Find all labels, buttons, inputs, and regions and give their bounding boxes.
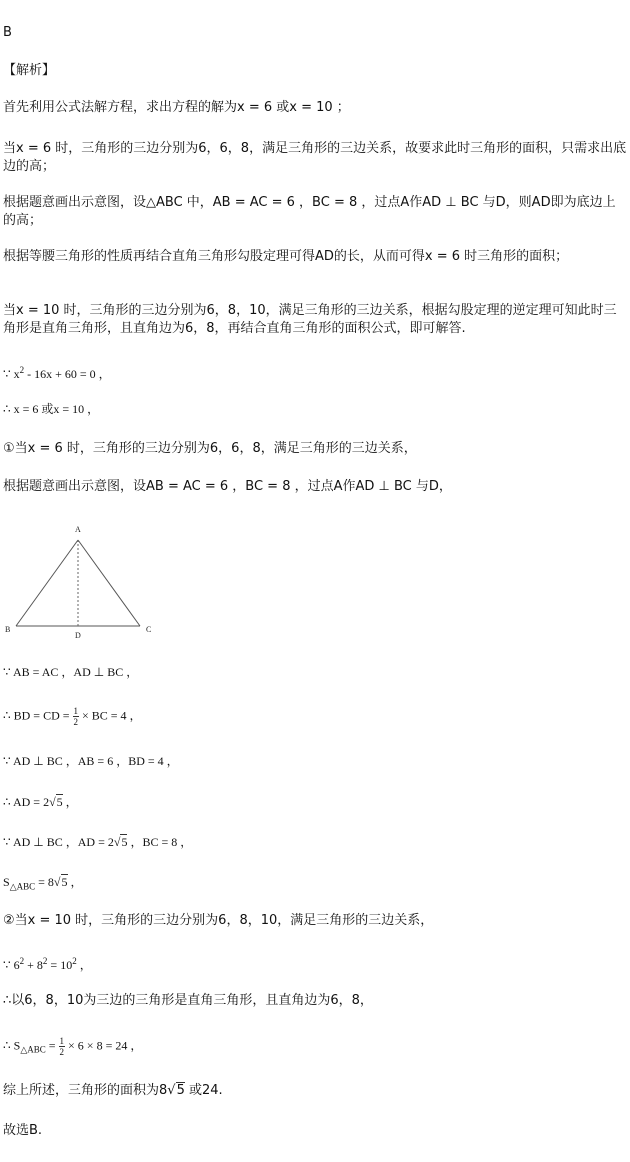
analysis-p1: 首先利用公式法解方程，求出方程的解为x = 6 或x = 10 ； xyxy=(3,100,350,115)
step-1: ∵ AB = AC ，AD ⊥ BC ， xyxy=(3,665,139,679)
analysis-p5: 当x = 10 时，三角形的三边分别为6，8，10，满足三角形的三边关系，根据勾股定理的逆定理可知此时三角形是直角三角形，且直角边为6，8，再结合直角三角形的面积公式，即可解答. xyxy=(3,303,617,336)
eq-roots: ∴ x = 6 或x = 10 ， xyxy=(3,402,100,416)
answer-letter: B xyxy=(3,25,12,40)
step-2: ∴ BD = CD = $\frac{1}{2}$ × BC = 4 ， xyxy=(3,706,142,727)
label-c: C xyxy=(146,625,152,634)
draw-text: 根据题意画出示意图，设AB = AC = 6 ，BC = 8 ，过点A作AD ⊥ BC 与D， xyxy=(3,479,452,494)
case1-text: ①当x = 6 时，三角形的三边分别为6，6，8，满足三角形的三边关系， xyxy=(3,441,417,456)
final-answer: 故选B. xyxy=(3,1123,43,1138)
step-3: ∵ AD ⊥ BC ，AB = 6 ，BD = 4 ， xyxy=(3,754,179,768)
step-7: ∵ $6^2 + 8^2 = 10^2$ ， xyxy=(3,956,92,972)
side-ab xyxy=(16,540,78,626)
eq-quadratic: ∵ $x^2 - 16x + 60 = 0$ ， xyxy=(3,365,111,381)
analysis-heading: 【解析】 xyxy=(3,63,56,78)
label-b: B xyxy=(5,625,11,634)
step-8: ∴以6，8，10为三边的三角形是直角三角形，且直角边为6，8， xyxy=(3,993,373,1008)
label-d: D xyxy=(75,631,81,640)
conclusion: 综上所述，三角形的面积为8√5 或24. xyxy=(3,1083,223,1098)
analysis-p4: 根据等腰三角形的性质再结合直角三角形勾股定理可得AD的长，从而可得x = 6 时三角形的面积； xyxy=(3,249,569,264)
analysis-p2: 当x = 6 时，三角形的三边分别为6，6，8，满足三角形的三边关系，故要求此时三角形的面积，只需求出底边的高； xyxy=(3,141,627,174)
label-a: A xyxy=(75,525,81,534)
triangle-diagram xyxy=(0,520,170,645)
case2-text: ②当x = 10 时，三角形的三边分别为6，8，10，满足三角形的三边关系， xyxy=(3,913,434,928)
step-5: ∵ AD ⊥ BC ，AD = 2√5 ，BC = 8 ， xyxy=(3,835,193,849)
step-6: $S_{\triangle ABC} = 8√5$ ， xyxy=(3,875,83,892)
side-ac xyxy=(78,540,140,626)
step-4: ∴ AD = 2√5 ， xyxy=(3,795,78,809)
analysis-p3: 根据题意画出示意图，设△ABC 中，AB = AC = 6 ，BC = 8 ，过点A作AD ⊥ BC 与D，则AD即为底边上的高； xyxy=(3,195,616,228)
step-9: ∴ $S_{\triangle ABC}$ = $\frac{1}{2}$ × 6 × 8 = 24 ， xyxy=(3,1036,143,1057)
